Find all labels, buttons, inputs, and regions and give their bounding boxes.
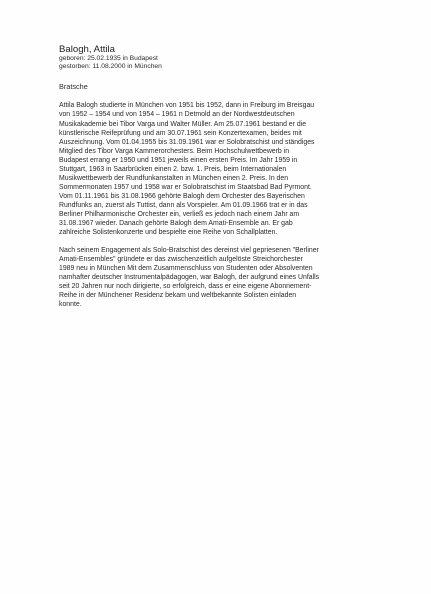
paragraph-line: Amati-Ensembles" gründete er das zwischenzeitlich aufgelöste Streichorchester [59,256,303,264]
paragraph-line: Nach seinem Engagement als Solo-Bratschist des dereinst viel gepriesenen "Berliner [59,247,319,255]
biography-paragraph-1 [59,101,385,237]
instrument-label: Bratsche [59,82,88,92]
biography-content [59,44,385,309]
paragraph-line: 31.08.1967 wieder. Danach gehörte Balogh dem Amati-Ensemble an. Er gab [59,220,293,228]
paragraph-line: Stuttgart, 1963 in Saarbrücken einen 2. bzw. 1. Preis, beim Internationalen [59,165,287,173]
paragraph-line: Budapest errang er 1950 und 1951 jeweils einen ersten Preis. Im Jahr 1959 in [59,156,298,164]
biography-paragraph-2 [59,246,385,309]
paragraph-line: von 1952 – 1954 und von 1954 – 1961 n Detmold an der Nordwestdeutschen [59,111,295,119]
paragraph-line: Sommermonaten 1957 und 1958 war er Solobratschist im Staatsbad Bad Pyrmont. [59,183,312,191]
paragraph-line: künstlerische Reifeprüfung und am 30.07.1961 sein Konzertexamen, beides mit [59,129,302,137]
paragraph-line: Musikakademie bei Tibor Varga und Walter Müller. Am 25.07.1961 bestand er die [59,120,307,128]
paragraph-line: Reihe in der Münchener Residenz bekam und weltbekannte Solisten einladen [59,292,297,300]
paragraph-spacer [59,237,385,246]
paragraph-line: namhafter deutscher Instrumentalpädagogen, war Balogh, der aufgrund eines Unfalls [59,274,320,282]
paragraph-line: Musikwettbewerb der Rundfunkanstalten in München einen 2. Preis. In den [59,174,289,182]
paragraph-line: seit 20 Jahren nur noch dirigierte, so erfolgreich, dass er eine eigene Abonnement- [59,283,312,291]
paragraph-line: zahlreiche Solistenkonzerte und bespielte eine Reihe von Schallplatten. [59,229,278,237]
death-date: gestorben: 11.08.2000 in München [59,63,162,71]
paragraph-line: Auszeichnung. Vom 01.04.1955 bis 31.09.1961 war er Solobratschist und ständiges [59,138,315,146]
paragraph-line: Mitglied des Tibor Varga Kammerorchesters. Beim Hochschulwettbewerb in [59,147,290,155]
paragraph-line: Attila Balogh studierte in München von 1951 bis 1952, dann in Freiburg im Breisgau [59,102,315,110]
paragraph-line: 1989 neu in München Mit dem Zusammenschluss von Studenten oder Absolventen [59,265,313,273]
paragraph-line: Berliner Philharmonische Orchester ein, verließ es jedoch nach einem Jahr am [59,210,300,218]
paragraph-line: Rundfunks an, zuerst als Tuttist, dann als Vorspieler. Am 01.09.1966 trat er in das [59,201,308,209]
person-name: Balogh, Attila [59,44,116,55]
paragraph-line: konnte. [59,301,82,309]
birth-date: geboren: 25.02.1935 in Budapest [59,55,158,62]
paragraph-line: Vom 01.11.1961 bis 31.08.1966 gehörte Balogh dem Orchester des Bayerischen [59,192,305,200]
